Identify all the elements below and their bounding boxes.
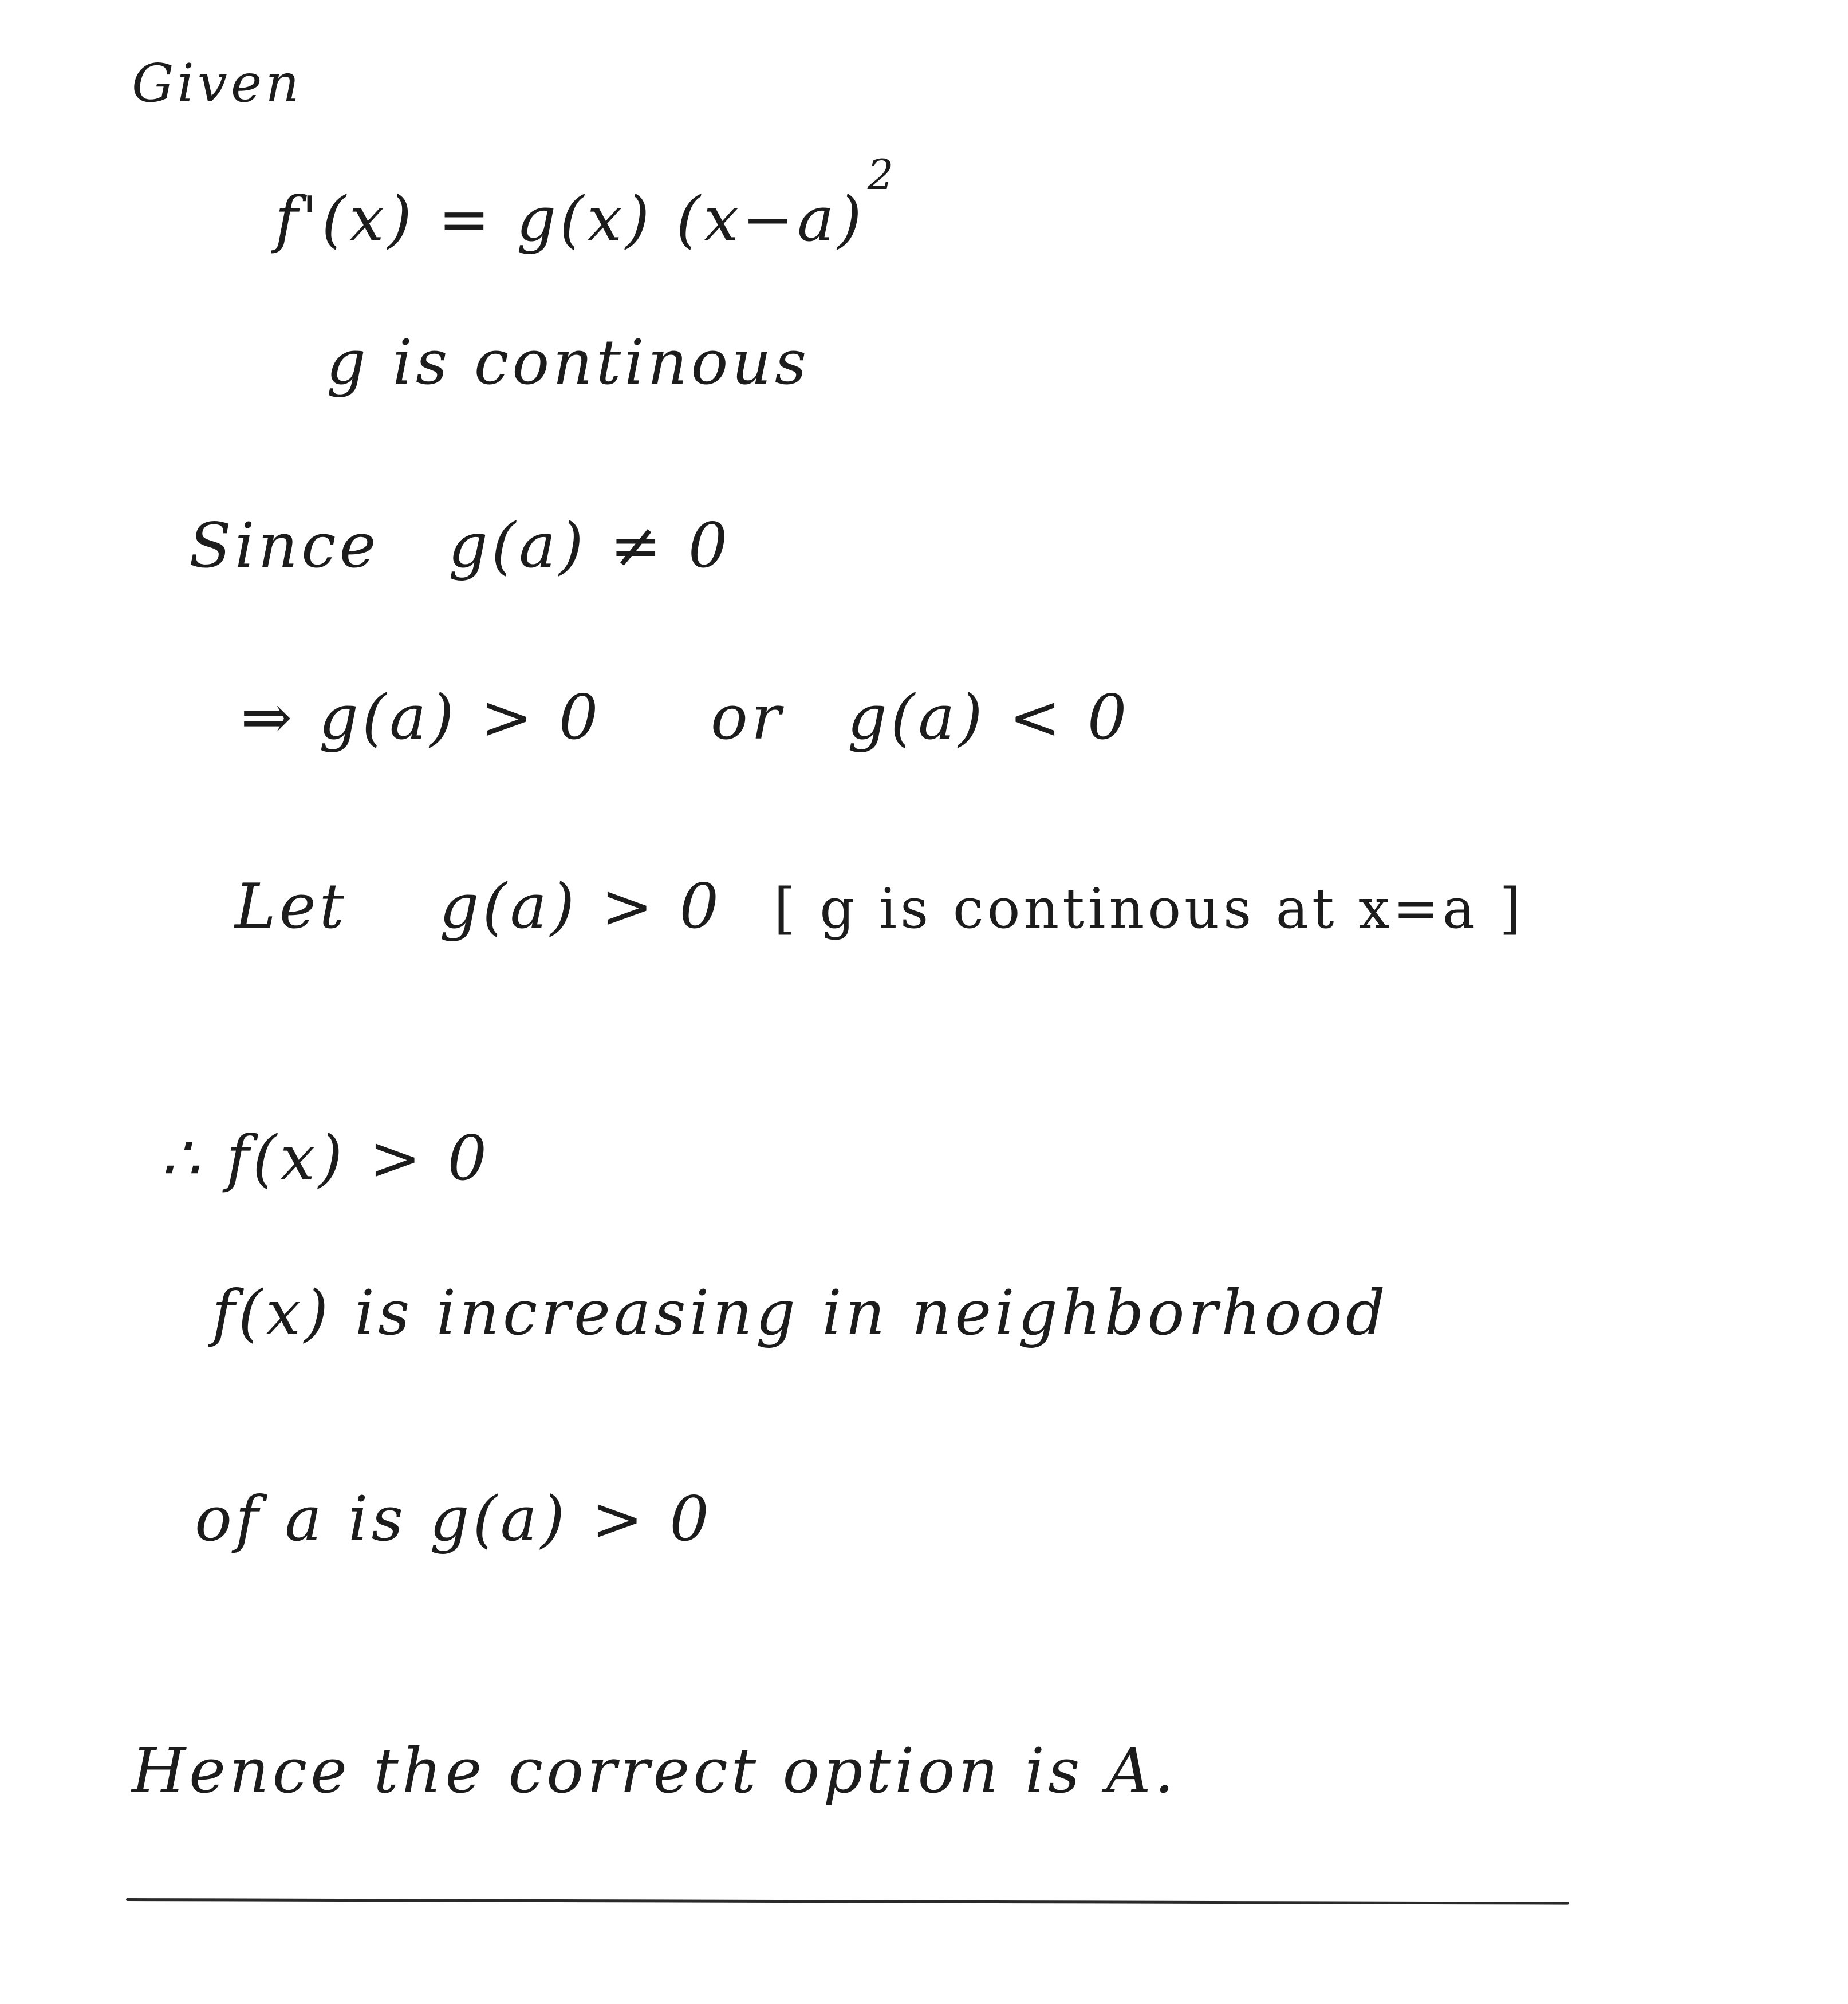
- since-statement: [189, 510, 731, 582]
- since-word: Since: [189, 510, 380, 582]
- of-a-statement: of a is g(a) > 0: [195, 1484, 712, 1555]
- derivative-equation: [275, 151, 897, 255]
- derivative-exponent: 2: [867, 151, 897, 199]
- since-expression: g(a) ≠ 0: [448, 510, 731, 582]
- implies-left: ⇒ g(a) > 0: [241, 682, 602, 754]
- let-expression: g(a) > 0: [439, 871, 723, 942]
- let-statement: [235, 871, 1524, 942]
- derivative-expression: f'(x) = g(x) (x−a): [275, 184, 865, 255]
- bracket-note: [ g is continous at x=a ]: [774, 877, 1524, 941]
- continuity-statement: g is continous: [326, 327, 810, 399]
- underline-divider: [126, 1898, 1569, 1905]
- therefore-statement: ∴ f(x) > 0: [160, 1123, 491, 1194]
- implication-statement: [241, 682, 1130, 754]
- given-label: Given: [132, 53, 303, 114]
- let-word: Let: [235, 871, 348, 942]
- implies-right: g(a) < 0: [847, 682, 1130, 754]
- increasing-statement: f(x) is increasing in neighborhood: [212, 1277, 1389, 1349]
- or-word: or: [710, 682, 785, 754]
- conclusion-statement: Hence the correct option is A.: [132, 1735, 1178, 1807]
